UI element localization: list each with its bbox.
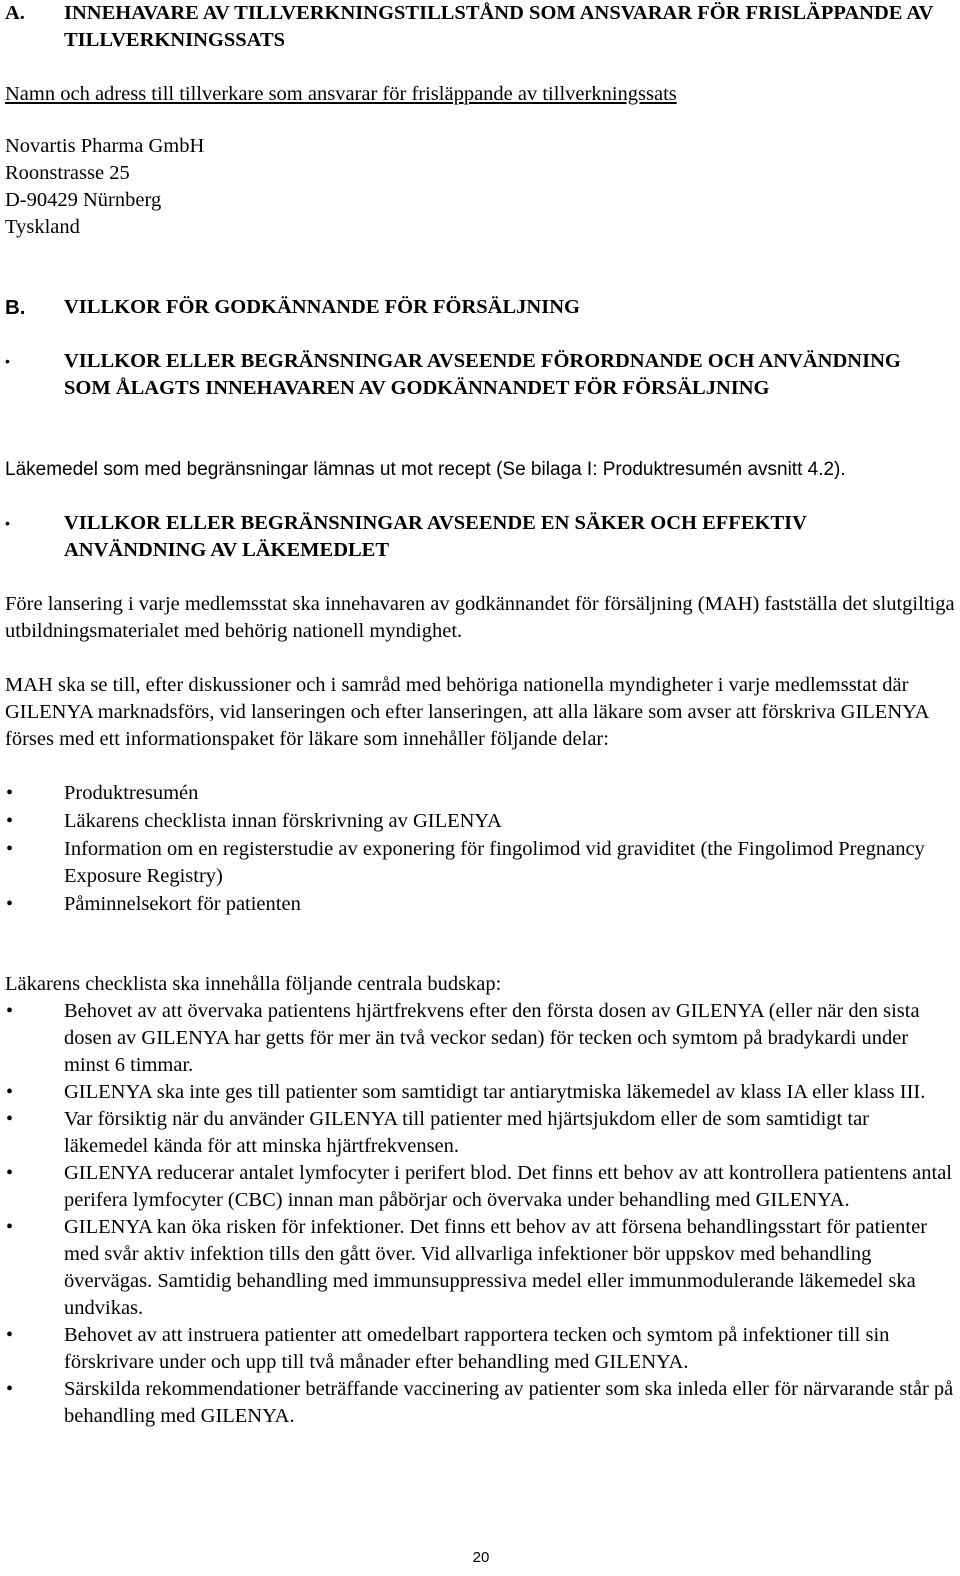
paragraph-mah-block (5, 672, 955, 753)
list-item-text: GILENYA ska inte ges till patienter som samtidigt tar antiarytmiska läkemedel av klass IA eller klass III. (64, 1081, 926, 1103)
section-b-title: VILLKOR FÖR GODKÄNNANDE FÖR FÖRSÄLJNING (64, 296, 580, 318)
list-item (5, 808, 955, 835)
subsection-safe-use-title: VILLKOR ELLER BEGRÄNSNINGAR AVSEENDE EN SÄKER OCH EFFEKTIV ANVÄNDNING AV LÄKEMEDLET (64, 512, 807, 561)
paragraph-launch: Före lansering i varje medlemsstat ska innehavaren av godkännandet för försäljning (MAH) fastställa det slutgiltiga utbildningsmaterialet med behörig nationell myndighet. (5, 593, 955, 642)
bullet-icon: • (6, 810, 14, 832)
checklist-list (5, 998, 955, 1430)
subsection-bullet: • (5, 353, 10, 369)
subsection-bullet: • (5, 515, 10, 531)
address-line: Novartis Pharma GmbH (5, 135, 205, 157)
bullet-icon: • (6, 1000, 14, 1022)
list-item-text: Behovet av att instruera patienter att omedelbart rapportera tecken och symtom på infektioner till sin förskrivare under och upp till två månader efter behandling med GILENYA. (64, 1324, 890, 1373)
bullet-icon: • (6, 838, 14, 860)
list-item (5, 1214, 955, 1322)
list-item-text: Läkarens checklista innan förskrivning av GILENYA (64, 810, 502, 832)
list-item (5, 998, 955, 1079)
checklist-intro-block (5, 971, 955, 998)
list-item-text: Var försiktig när du använder GILENYA till patienter med hjärtsjukdom eller de som samtidigt tar läkemedel kända för att minska hjärtfrekvensen. (64, 1108, 869, 1157)
prescription-text: Läkemedel som med begränsningar lämnas ut mot recept (Se bilaga I: Produktresumén avsnitt 4.2). (5, 459, 846, 480)
list-item (5, 891, 955, 918)
subsection-prescription-title: VILLKOR ELLER BEGRÄNSNINGAR AVSEENDE FÖRORDNANDE OCH ANVÄNDNING SOM ÅLAGTS INNEHAVAREN AV GODKÄNNANDET FÖR FÖRSÄLJNING (64, 350, 901, 399)
list-item-text: Påminnelsekort för patienten (64, 893, 301, 915)
information-pack-list (5, 780, 955, 918)
bullet-icon: • (6, 1378, 14, 1400)
list-item-text: Behovet av att övervaka patientens hjärtfrekvens efter den första dosen av GILENYA (eller när den sista dosen av GILENYA har getts för mer än två veckor sedan) för tecken och symtom på bradykardi under minst 6 timmar. (64, 1000, 920, 1076)
list-item (5, 1079, 955, 1106)
list-item (5, 780, 955, 807)
prescription-text-block (5, 456, 955, 483)
list-item (5, 836, 955, 890)
page-number: 20 (472, 1549, 490, 1566)
list-item-text: Särskilda rekommendationer beträffande vaccinering av patienter som ska inleda eller för närvarande står på behandling med GILENYA. (64, 1378, 954, 1427)
section-a-title: INNEHAVARE AV TILLVERKNINGSTILLSTÅND SOM ANSVARAR FÖR FRISLÄPPANDE AV TILLVERKNINGSSATS (64, 2, 934, 51)
paragraph-mah: MAH ska se till, efter diskussioner och i samråd med behöriga nationella myndigheter i varje medlemsstat där GILENYA marknadsförs, vid lanseringen och efter lanseringen, att alla läkare som avser att förskriva GILENYA förses med ett informationspaket för läkare som innehåller följande delar: (5, 674, 929, 750)
bullet-icon: • (6, 1216, 14, 1238)
bullet-icon: • (6, 782, 14, 804)
section-a-letter: A. (5, 2, 25, 24)
paragraph-launch-block (5, 591, 955, 645)
list-item (5, 1376, 955, 1430)
manufacturer-address (5, 133, 955, 241)
manufacturer-address-label: Namn och adress till tillverkare som ansvarar för frisläppande av tillverkningssats (5, 83, 677, 105)
bullet-icon: • (6, 893, 14, 915)
manufacturer-address-label-block (5, 81, 955, 108)
list-item (5, 1106, 955, 1160)
section-b-letter: B. (5, 296, 26, 319)
checklist-intro: Läkarens checklista ska innehålla följande centrala budskap: (5, 973, 502, 995)
bullet-icon: • (6, 1081, 14, 1103)
list-item-text: GILENYA kan öka risken för infektioner. Det finns ett behov av att försena behandlingsstart för patienter med svår aktiv infektion tills den gått över. Vid allvarliga infektioner bör uppskov med behandling övervägas. Samtidig behandling med immunsuppressiva medel eller immunmodulerande läkemedel ska undvikas. (64, 1216, 928, 1319)
address-line: Tyskland (5, 216, 80, 238)
list-item-text: GILENYA reducerar antalet lymfocyter i perifert blod. Det finns ett behov av att kontrollera patientens antal perifera lymfocyter (CBC) innan man påbörjar och övervaka under behandling med GILENYA. (64, 1162, 953, 1211)
list-item-text: Information om en registerstudie av exponering för fingolimod vid graviditet (the Fingolimod Pregnancy Exposure Registry) (64, 838, 925, 887)
bullet-icon: • (6, 1324, 14, 1346)
address-line: Roonstrasse 25 (5, 162, 130, 184)
address-line: D-90429 Nürnberg (5, 189, 162, 211)
list-item (5, 1160, 955, 1214)
bullet-icon: • (6, 1108, 14, 1130)
list-item-text: Produktresumén (64, 782, 199, 804)
bullet-icon: • (6, 1162, 14, 1184)
list-item (5, 1322, 955, 1376)
